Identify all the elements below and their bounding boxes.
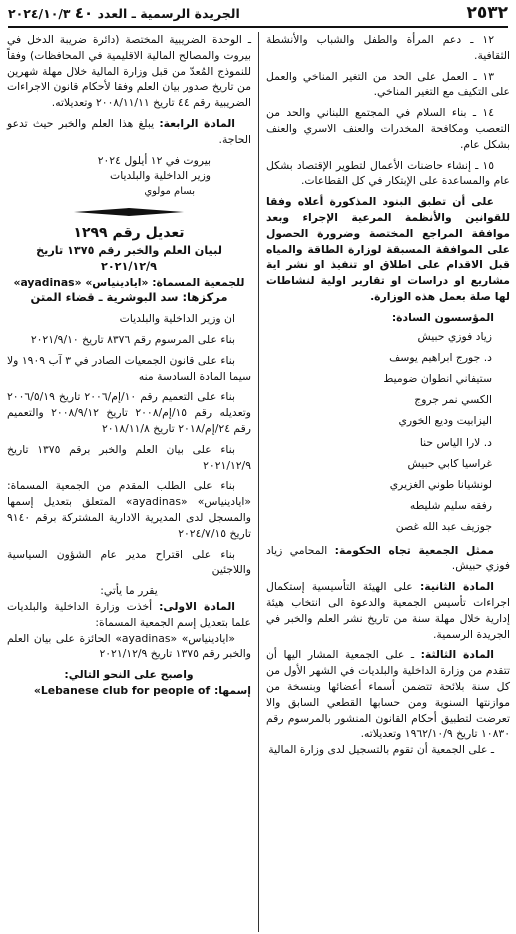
gazette-header bbox=[8, 4, 240, 22]
founder-name: ستيفاني انطوان ضوميط bbox=[383, 371, 492, 385]
columns bbox=[6, 32, 510, 932]
founders-list bbox=[266, 326, 510, 538]
headquarters: مركزها: سد البوشرية ـ قضاء المتن bbox=[30, 290, 228, 305]
basis-item: بناء على التعميم رقم ١٠/إم/٢٠٠٦ تاريخ ٢٠٠٦/٥/١٩ وتعديله رقم ١٥/إم/٢٠٠٨ تاريخ ٢٠٠٨/٩/١٢ والتعميم رقم ٢٤/إم/٢٠١٨ تاريخ ٢٠١٨/١١/٨ bbox=[7, 390, 251, 436]
founders-title: المؤسسون السادة: bbox=[391, 310, 494, 324]
association-line-label: للجمعية المسماة: bbox=[152, 275, 245, 289]
article-1 bbox=[7, 599, 251, 631]
decides-line: يقرر ما يأتي: bbox=[100, 584, 158, 598]
minister-line: ان وزير الداخلية والبلديات bbox=[119, 312, 235, 326]
conditions-paragraph: على أن تطبق البنود المذكورة أعلاه وفقا للقوانين والأنظمة المرعية الإجراء وبعد موافقة المراجع المختصة وضرورة الحصول على الموافقة المسبقة لوزارة الطاقة والمياه قبل الاقدام على اطلاق او تنفيذ او نشر اية مشاريع او دراسات او تقارير اولية لنشاطات لها صلة بعمل هذه الوزارة. bbox=[266, 195, 510, 303]
basis-item: بناء على الطلب المقدم من الجمعية المسماة: «ايادينياس» «ayadinas» المتعلق بتعديل إسمها والمسجل لدى المديرية الادارية المشتركة برقم ٩١٤٠ تاريخ ٢٠٢٤/٧/١٥ bbox=[7, 479, 251, 540]
amendment-title: تعديل رقم ١٢٩٩ bbox=[73, 225, 185, 242]
founder-name: رفقه سليم شليطه bbox=[409, 499, 492, 513]
left-column bbox=[7, 32, 257, 932]
founder-name: د. جورج ابراهيم يوسف bbox=[389, 350, 492, 364]
article-1-text: أخذت وزارة الداخلية والبلديات علما بتعديل إسم الجمعية المسماة: bbox=[7, 600, 251, 629]
signature-title: وزير الداخلية والبلديات bbox=[110, 169, 211, 183]
article-3-continuation: ـ على الجمعية أن تقوم بالتسجيل لدى وزارة المالية bbox=[268, 743, 494, 757]
objective-item: ١٥ ـ إنشاء حاضنات الأعمال لتطوير الإقتصاد بشكل عام والمساعدة على الإبتكار في كل القطاعات. bbox=[266, 158, 510, 188]
signature-place-date: بيروت في ١٢ أيلول ٢٠٢٤ bbox=[97, 153, 211, 167]
page-number: ٢٥٣٢ bbox=[466, 3, 508, 23]
article-3 bbox=[266, 647, 510, 742]
article-4 bbox=[7, 116, 251, 148]
issue-number: ٤٠ bbox=[74, 4, 94, 22]
representative-text: المحامي زياد فوزي حبيش. bbox=[266, 543, 510, 573]
column-divider bbox=[258, 32, 259, 932]
right-column bbox=[260, 32, 510, 932]
objective-item: ١٤ ـ بناء السلام في المجتمع اللبناني والحد من التعصب ومكافحة المخدرات والعنف الاسري والعنف بشكل عام. bbox=[266, 106, 510, 151]
founder-name: د. لارا الياس حنا bbox=[419, 435, 492, 449]
founder-name: الكسي نمر جروج bbox=[414, 393, 492, 407]
article-1-continuation: «ايادينياس» «ayadinas» الحائزة على بيان العلم والخبر رقم ١٣٧٥ تاريخ ٢٠٢١/١٢/٩ bbox=[7, 631, 251, 661]
association-line bbox=[7, 275, 251, 291]
signature-name: بسام مولوي bbox=[144, 185, 195, 197]
article-4-label: المادة الرابعة: bbox=[159, 116, 235, 130]
objective-item: ١٣ ـ العمل على الحد من التغير المناخي والعمل على التكيف مع التغير المناخي. bbox=[266, 69, 510, 99]
article-2-text: على الهيئة التأسيسية إستكمال اجراءات تأسيس الجمعية والدعوة الى انتخاب هيئة إدارية خلال مهلة سنة من تاريخ نشر العلم والخبر في الجريدة الرسمية. bbox=[266, 580, 510, 641]
article-2-label: المادة الثانية: bbox=[419, 580, 495, 594]
article-4-text: يبلغ هذا العلم والخبر حيث تدعو الحاجة. bbox=[7, 116, 251, 146]
new-name-line bbox=[7, 683, 251, 699]
association-name-latin: «ayadinas» bbox=[13, 275, 82, 289]
amendment-subtitle: لبيان العلم والخبر رقم ١٣٧٥ تاريخ ٢٠٢١/١٢/٩ bbox=[36, 244, 222, 273]
new-name-label: إسمها: bbox=[213, 684, 251, 697]
objective-item: ١٢ ـ دعم المرأة والطفل والشباب والأنشطة الثقافية. bbox=[266, 33, 510, 62]
page-header bbox=[8, 0, 508, 28]
basis-item: بناء على بيان العلم والخبر برقم ١٣٧٥ تاريخ ٢٠٢١/١٢/٩ bbox=[7, 442, 251, 472]
founder-name: اليزابيت وديع الخوري bbox=[398, 414, 492, 428]
ornament-icon bbox=[74, 207, 184, 217]
section-separator bbox=[7, 207, 251, 217]
association-name-ar: «ايادينياس» bbox=[85, 275, 149, 289]
continuation-paragraph: ـ الوحدة الضريبية المختصة (دائرة ضريبة الدخل في بيروت والمصالح المالية الاقليمية في المحافظات) وفقاً للنموذج المُعدّ من قبل وزارة المالية خلال مهلة شهرين من تاريخ صدور بيان العلم وفقا لأحكام قانون الاجراءات الضريبية رقم ٤٤ تاريخ ٢٠٠٨/١١/١١ وتعديلاته. bbox=[7, 33, 251, 110]
basis-item: بناء على اقتراح مدير عام الشؤون السياسية واللاجئين bbox=[7, 547, 251, 577]
issue-date: ٢٠٢٤/١٠/٣ bbox=[8, 6, 71, 21]
basis-item: بناء على المرسوم رقم ٨٣٧٦ تاريخ ٢٠٢١/٩/١٠ bbox=[30, 333, 235, 347]
signature-block bbox=[7, 153, 251, 200]
article-3-text: ـ على الجمعية المشار اليها أن تتقدم من وزارة الداخلية والبلديات في الشهر الأول من كل سنة بلائحة تتضمن أسماء أعضائها وبنسخة من موازنتها السنوية ومن حسابها القطعي السابق والا تعرضت لتطبيق أحكام القانون المنشور بالمرسوم رقم ١٠٨٣٠ تاريخ ١٩٦٢/١٠/٩ وتعديلاته. bbox=[266, 648, 510, 741]
representative-label: ممثل الجمعية تجاه الحكومة: bbox=[334, 543, 494, 557]
article-2 bbox=[266, 579, 510, 642]
gazette-title: الجريدة الرسمية ـ العدد bbox=[97, 6, 240, 21]
article-1-label: المادة الاولى: bbox=[159, 600, 235, 614]
new-name: «Lebanese club for people of bbox=[33, 684, 211, 697]
representative bbox=[266, 543, 510, 575]
article-3-label: المادة الثالثة: bbox=[420, 648, 494, 662]
founder-name: لونشيانا طوني الغزيري bbox=[389, 477, 492, 491]
founder-name: غراسيا كابي حبيش bbox=[407, 456, 492, 470]
becomes-line: واصبح على النحو التالي: bbox=[64, 668, 194, 682]
basis-item: بناء على قانون الجمعيات الصادر في ٣ آب ١٩٠٩ ولا سيما المادة السادسة منه bbox=[7, 353, 251, 383]
founder-name: زياد فوزي حبيش bbox=[417, 329, 492, 343]
founder-name: جوزيف عبد الله غصن bbox=[395, 520, 492, 534]
